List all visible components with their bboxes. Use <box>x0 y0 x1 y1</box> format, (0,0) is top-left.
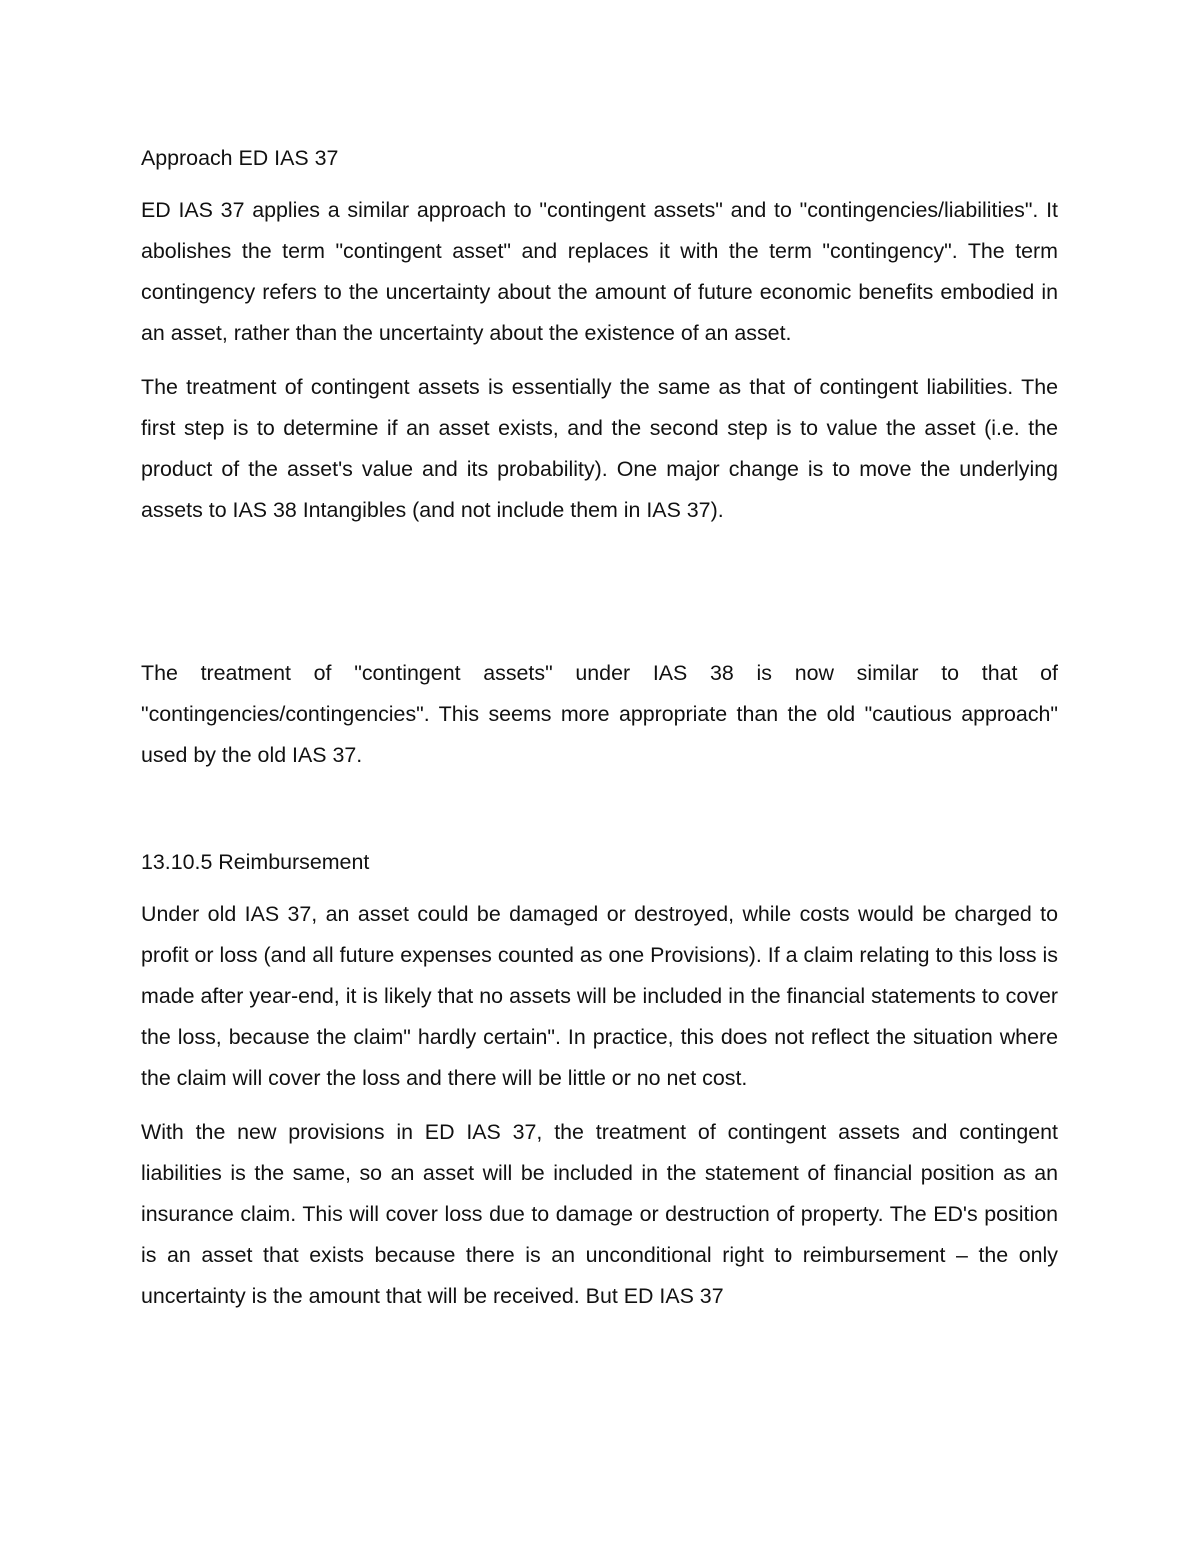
document-body <box>141 138 1058 1330</box>
section-heading-approach: Approach ED IAS 37 <box>141 146 339 170</box>
paragraph-treatment-contingent-assets: The treatment of contingent assets is essentially the same as that of contingent liabilities. The first step is to determine if an asset exists, and the second step is to value the asset (i.e. the product of the asset's value and its probability). One major change is to move the underlying assets to IAS 38 Intangibles (and not include them in IAS 37). <box>141 375 1058 522</box>
paragraph-old-ias37-reimbursement: Under old IAS 37, an asset could be damaged or destroyed, while costs would be charged to profit or loss (and all future expenses counted as one Provisions). If a claim relating to this loss is made after year-end, it is likely that no assets will be included in the financial statements to cover the loss, because the claim" hardly certain". In practice, this does not reflect the situation where the claim will cover the loss and there will be little or no net cost. <box>141 902 1058 1090</box>
blank-space <box>141 544 1058 653</box>
paragraph-approach-intro: ED IAS 37 applies a similar approach to "contingent assets" and to "contingencies/liabilities". It abolishes the term "contingent asset" and replaces it with the term "contingency". The term contingency refers to the uncertainty about the amount of future economic benefits embodied in an asset, rather than the uncertainty about the existence of an asset. <box>141 198 1058 345</box>
section-heading-reimbursement: 13.10.5 Reimbursement <box>141 850 370 874</box>
blank-space <box>141 789 1058 842</box>
paragraph-new-provisions: With the new provisions in ED IAS 37, the treatment of contingent assets and contingent liabilities is the same, so an asset will be included in the statement of financial position as an insurance claim. This will cover loss due to damage or destruction of property. The ED's position is an asset that exists because there is an unconditional right to reimbursement – the only uncertainty is the amount that will be received. But ED IAS 37 <box>141 1120 1058 1308</box>
paragraph-ias38-treatment: The treatment of "contingent assets" under IAS 38 is now similar to that of "contingencies/contingencies". This seems more appropriate than the old "cautious approach" used by the old IAS 37. <box>141 661 1058 767</box>
